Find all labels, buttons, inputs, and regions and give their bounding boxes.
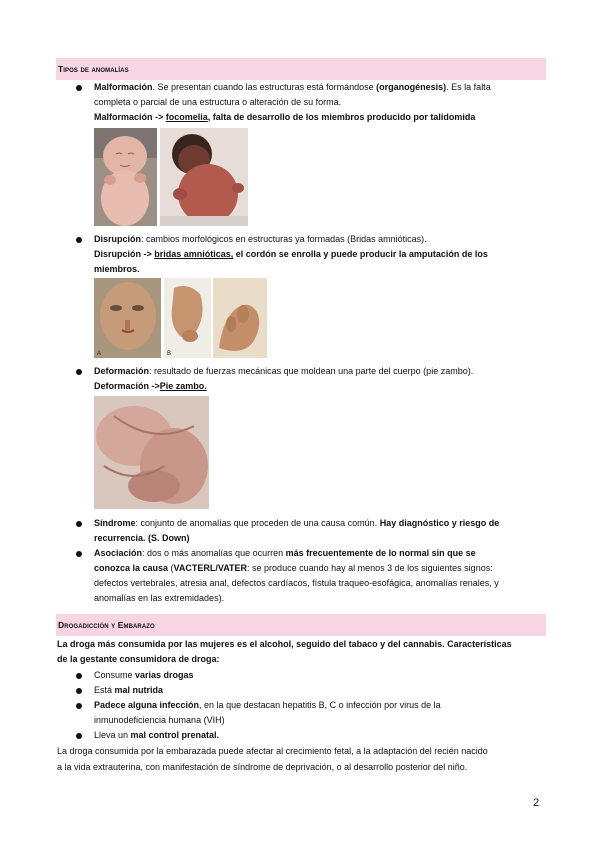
drug-intro-line2: de la gestante consumidora de droga: bbox=[57, 654, 220, 664]
bullet-dot bbox=[76, 673, 82, 679]
text: : conjunto de anomalías que proceden de una causa común. bbox=[135, 518, 380, 528]
bullet-dot bbox=[76, 369, 82, 375]
deformacion-example bbox=[94, 379, 207, 394]
bold-text: conozca la causa bbox=[94, 563, 169, 573]
drug-outro-line2: a la vida extrauterina, con manifestación de síndrome de deprivación, o al desarrollo posterior del niño. bbox=[57, 762, 468, 772]
asociacion-line2 bbox=[94, 561, 493, 576]
drug-bullet-varias bbox=[94, 668, 194, 683]
bullet-dot bbox=[76, 551, 82, 557]
example-label: Deformación -> bbox=[94, 381, 160, 391]
figure-label-a: A bbox=[97, 351, 102, 357]
bullet-dot bbox=[76, 237, 82, 243]
sindrome-line2: recurrencia. (S. Down) bbox=[94, 533, 190, 543]
asociacion-line3: defectos vertebrales, atresia anal, defectos cardíacos, fístula traqueo-esofágica, anomalías renales, y bbox=[94, 578, 499, 588]
bullet-dot bbox=[76, 703, 82, 709]
malformacion-example bbox=[94, 110, 475, 125]
section-header-drogadiccion bbox=[56, 614, 546, 636]
deformacion-definition bbox=[94, 364, 473, 379]
bold-text: varias drogas bbox=[135, 670, 194, 680]
term-sindrome: Síndrome bbox=[94, 518, 136, 528]
photo-bridas-fingers bbox=[213, 278, 267, 358]
section-header-tipos-anomalias bbox=[56, 58, 546, 80]
text: Está bbox=[94, 685, 115, 695]
example-term-pie-zambo: Pie zambo. bbox=[159, 381, 207, 391]
photo-bridas-face bbox=[94, 278, 161, 358]
term-malformacion: Malformación bbox=[94, 82, 153, 92]
drug-intro-line1: La droga más consumida por las mujeres es el alcohol, seguido del tabaco y del cannabis. Características bbox=[57, 639, 512, 649]
drug-bullet-control bbox=[94, 728, 219, 743]
bold-text: (organogénesis) bbox=[376, 82, 447, 92]
term-deformacion: Deformación bbox=[94, 366, 150, 376]
bullet-dot bbox=[76, 733, 82, 739]
photo-pie-zambo bbox=[94, 396, 209, 509]
text: . Es la falta bbox=[446, 82, 491, 92]
example-term-focomelia: focomelia bbox=[165, 112, 208, 122]
text: : resultado de fuerzas mecánicas que moldean una parte del cuerpo (pie zambo). bbox=[149, 366, 474, 376]
disrupcion-definition bbox=[94, 232, 427, 247]
sindrome-definition bbox=[94, 516, 499, 531]
asociacion-definition bbox=[94, 546, 476, 561]
bullet-dot bbox=[76, 521, 82, 527]
malformacion-definition bbox=[94, 80, 491, 95]
text: : dos o más anomalías que ocurren bbox=[142, 548, 286, 558]
example-text: el cordón se enrolla y puede producir la amputación de los bbox=[233, 249, 488, 259]
example-label: Disrupción -> bbox=[94, 249, 155, 259]
bold-text: Hay diagnóstico y riesgo de bbox=[379, 518, 500, 528]
drug-outro-line1: La droga consumida por la embarazada puede afectar al crecimiento fetal, a la adaptación del recién nacido bbox=[57, 746, 488, 756]
text: : cambios morfológicos en estructuras ya formadas (Bridas amnióticas). bbox=[141, 234, 427, 244]
text: ( bbox=[168, 563, 174, 573]
section-title: Tipos de anomalías bbox=[58, 64, 129, 74]
photo-focomelia-baby-1 bbox=[94, 128, 157, 226]
section-title: Drogadicción y Embarazo bbox=[58, 620, 155, 630]
drug-bullet-infeccion bbox=[94, 698, 441, 713]
figure-label-b: B bbox=[167, 351, 172, 357]
text: , en la que destacan hepatitis B, C o infección por virus de la bbox=[199, 700, 441, 710]
bold-text: mal nutrida bbox=[114, 685, 164, 695]
text: Consume bbox=[94, 670, 136, 680]
disrupcion-example-line2: miembros. bbox=[94, 264, 140, 274]
bullet-dot bbox=[76, 688, 82, 694]
example-label: Malformación -> bbox=[94, 112, 166, 122]
text: . Se presentan cuando las estructuras está formándose bbox=[152, 82, 377, 92]
malformacion-line2: completa o parcial de una estructura o alteración de su forma. bbox=[94, 97, 342, 107]
photo-focomelia-baby-2 bbox=[160, 128, 248, 226]
term-asociacion: Asociación bbox=[94, 548, 143, 558]
text: Lleva un bbox=[94, 730, 131, 740]
drug-bullet-nutrida bbox=[94, 683, 163, 698]
asociacion-line4: anomalías en las extremidades). bbox=[94, 593, 225, 603]
page-number: 2 bbox=[533, 797, 540, 809]
bold-text: VACTERL/VATER bbox=[173, 563, 248, 573]
disrupcion-example bbox=[94, 247, 488, 262]
term-disrupcion: Disrupción bbox=[94, 234, 142, 244]
text: : se produce cuando hay al menos 3 de los siguientes signos: bbox=[247, 563, 493, 573]
bold-text: Padece alguna infección bbox=[94, 700, 200, 710]
bold-text: más frecuentemente de lo normal sin que se bbox=[285, 548, 476, 558]
drug-bullet-infeccion-line2: inmunodeficiencia humana (VIH) bbox=[94, 715, 225, 725]
example-term-bridas: bridas amnióticas, bbox=[154, 249, 234, 259]
bold-text: mal control prenatal. bbox=[130, 730, 220, 740]
photo-bridas-hand bbox=[164, 278, 211, 358]
example-text: , falta de desarrollo de los miembros producido por talidomida bbox=[207, 112, 476, 122]
bullet-dot bbox=[76, 85, 82, 91]
